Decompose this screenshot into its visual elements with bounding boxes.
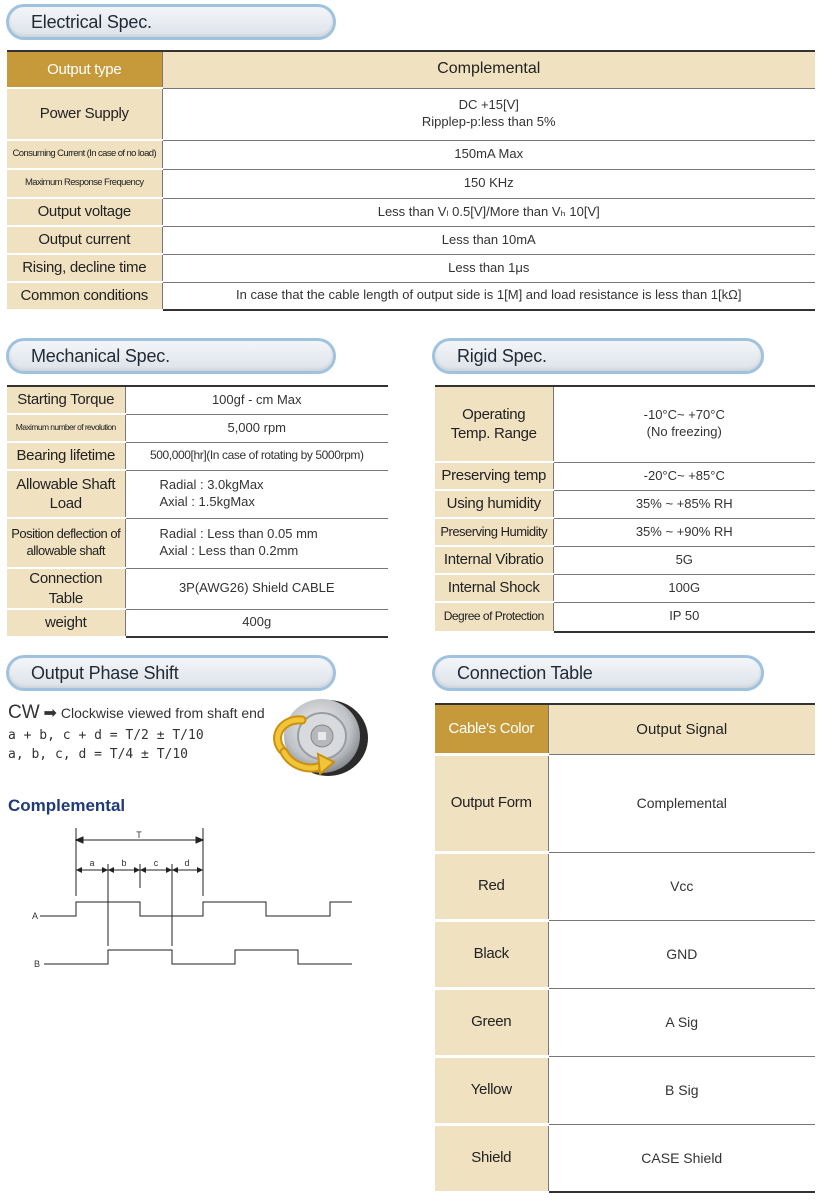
preserving-temp-value: -20°C~ +85°C bbox=[553, 462, 815, 490]
table-row bbox=[7, 568, 388, 609]
table-row bbox=[435, 920, 815, 988]
output-signal-header: Output Signal bbox=[548, 704, 815, 754]
shaft-load-axial: Axial : 1.5kgMax bbox=[159, 494, 255, 509]
internal-shock-label: Internal Shock bbox=[435, 574, 553, 602]
table-row bbox=[435, 546, 815, 574]
connection-table bbox=[435, 703, 815, 1194]
position-deflection-value bbox=[125, 518, 388, 568]
table-row bbox=[435, 704, 815, 754]
table-row bbox=[7, 518, 388, 568]
consuming-current-value: 150mA Max bbox=[162, 140, 815, 169]
table-row bbox=[435, 852, 815, 920]
phase-b-label: b bbox=[121, 858, 127, 868]
table-row bbox=[7, 386, 388, 414]
operating-temp-label-line2: Temp. Range bbox=[450, 425, 537, 442]
output-phase-shift-title: Output Phase Shift bbox=[6, 655, 336, 691]
common-conditions-label: Common conditions bbox=[7, 282, 162, 310]
phase-c-label: c bbox=[153, 858, 159, 868]
table-row bbox=[435, 490, 815, 518]
bearing-lifetime-label: Bearing lifetime bbox=[7, 442, 125, 470]
output-form-value: Complemental bbox=[548, 754, 815, 852]
table-row bbox=[435, 988, 815, 1056]
green-wire-label: Green bbox=[435, 988, 548, 1056]
using-humidity-value: 35% ~ +85% RH bbox=[553, 490, 815, 518]
table-row bbox=[7, 282, 815, 310]
table-row bbox=[435, 754, 815, 852]
table-row bbox=[7, 414, 388, 442]
internal-vibration-label: Internal Vibratio bbox=[435, 546, 553, 574]
table-row bbox=[7, 609, 388, 637]
max-revolution-label: Maximum number of revolution bbox=[7, 414, 125, 442]
rigid-spec-title: Rigid Spec. bbox=[432, 338, 764, 374]
timing-diagram bbox=[28, 826, 358, 976]
output-type-label: Output type bbox=[7, 51, 162, 88]
table-row bbox=[7, 88, 815, 140]
table-row bbox=[7, 51, 815, 88]
operating-temp-label bbox=[435, 386, 553, 462]
connection-table-value: 3P(AWG26) Shield CABLE bbox=[125, 568, 388, 609]
table-row bbox=[435, 1056, 815, 1124]
output-current-label: Output current bbox=[7, 226, 162, 254]
weight-label: weight bbox=[7, 609, 125, 637]
using-humidity-label: Using humidity bbox=[435, 490, 553, 518]
rising-decline-time-value: Less than 1μs bbox=[162, 254, 815, 282]
max-response-frequency-value: 150 KHz bbox=[162, 169, 815, 198]
weight-value: 400g bbox=[125, 609, 388, 637]
preserving-humidity-value: 35% ~ +90% RH bbox=[553, 518, 815, 546]
signal-b-label: B bbox=[34, 959, 41, 969]
output-form-label: Output Form bbox=[435, 754, 548, 852]
consuming-current-label: Consuming Current (In case of no load) bbox=[7, 140, 162, 169]
cable-color-header: Cable's Color bbox=[435, 704, 548, 754]
table-row bbox=[7, 226, 815, 254]
power-supply-value bbox=[162, 88, 815, 140]
shield-wire-label: Shield bbox=[435, 1124, 548, 1192]
electrical-spec-table bbox=[7, 50, 815, 311]
black-wire-label: Black bbox=[435, 920, 548, 988]
phase-formula-1: a + b, c + d = T/2 ± T/10 bbox=[8, 728, 204, 743]
common-conditions-value: In case that the cable length of output side is 1[M] and load resistance is less than 1[kΩ] bbox=[162, 282, 815, 310]
phase-a-label: a bbox=[89, 858, 95, 868]
connection-table-label: Connection Table bbox=[7, 568, 125, 609]
power-supply-value-line1: DC +15[V] bbox=[458, 97, 519, 113]
position-deflection-label: Position deflection of allowable shaft bbox=[7, 518, 125, 568]
degree-protection-value: IP 50 bbox=[553, 602, 815, 632]
encoder-image bbox=[262, 690, 374, 790]
table-row bbox=[7, 470, 388, 518]
degree-protection-label: Degree of Protection bbox=[435, 602, 553, 632]
power-supply-label: Power Supply bbox=[7, 88, 162, 140]
table-row bbox=[435, 574, 815, 602]
output-voltage-label: Output voltage bbox=[7, 198, 162, 226]
power-supply-value-line2: Ripplep-p:less than 5% bbox=[421, 114, 556, 129]
internal-shock-value: 100G bbox=[553, 574, 815, 602]
operating-temp-label-line1: Operating bbox=[462, 405, 526, 423]
electrical-spec-title: Electrical Spec. bbox=[6, 4, 336, 40]
phase-shift-description bbox=[8, 702, 265, 762]
table-row bbox=[435, 602, 815, 632]
bearing-lifetime-value: 500,000[hr](In case of rotating by 5000rpm) bbox=[125, 442, 388, 470]
table-row bbox=[7, 169, 815, 198]
operating-temp-note: (No freezing) bbox=[646, 424, 722, 440]
cw-label: CW bbox=[8, 702, 40, 723]
green-wire-value: A Sig bbox=[548, 988, 815, 1056]
preserving-humidity-label: Preserving Humidity bbox=[435, 518, 553, 546]
starting-torque-label: Starting Torque bbox=[7, 386, 125, 414]
signal-a-label: A bbox=[32, 911, 39, 921]
preserving-temp-label: Preserving temp bbox=[435, 462, 553, 490]
rigid-spec-table bbox=[435, 385, 815, 633]
operating-temp-value bbox=[553, 386, 815, 462]
table-row bbox=[435, 518, 815, 546]
shield-wire-value: CASE Shield bbox=[548, 1124, 815, 1192]
table-row bbox=[7, 198, 815, 226]
allowable-shaft-load-label: Allowable Shaft Load bbox=[7, 470, 125, 518]
shaft-load-radial: Radial : 3.0kgMax bbox=[159, 477, 264, 493]
mechanical-spec-table bbox=[7, 385, 388, 638]
output-voltage-value: Less than Vₗ 0.5[V]/More than Vₕ 10[V] bbox=[162, 198, 815, 226]
phase-d-label: d bbox=[184, 858, 190, 868]
deflection-radial: Radial : Less than 0.05 mm bbox=[159, 526, 318, 542]
red-wire-value: Vcc bbox=[548, 852, 815, 920]
max-response-frequency-label: Maximum Response Frequency bbox=[7, 169, 162, 198]
cw-description: Clockwise viewed from shaft end bbox=[60, 705, 265, 721]
yellow-wire-value: B Sig bbox=[548, 1056, 815, 1124]
internal-vibration-value: 5G bbox=[553, 546, 815, 574]
table-row bbox=[7, 442, 388, 470]
table-row bbox=[435, 386, 815, 462]
output-type-value: Complemental bbox=[162, 51, 815, 88]
output-current-value: Less than 10mA bbox=[162, 226, 815, 254]
deflection-axial: Axial : Less than 0.2mm bbox=[159, 543, 299, 558]
period-t-label: T bbox=[136, 830, 142, 840]
starting-torque-value: 100gf - cm Max bbox=[125, 386, 388, 414]
red-wire-label: Red bbox=[435, 852, 548, 920]
arrow-right-icon: ➡ bbox=[43, 705, 57, 722]
allowable-shaft-load-value bbox=[125, 470, 388, 518]
yellow-wire-label: Yellow bbox=[435, 1056, 548, 1124]
table-row bbox=[7, 254, 815, 282]
table-row bbox=[7, 140, 815, 169]
complemental-subtitle: Complemental bbox=[8, 796, 126, 815]
table-row bbox=[435, 462, 815, 490]
black-wire-value: GND bbox=[548, 920, 815, 988]
operating-temp-range: -10°C~ +70°C bbox=[643, 407, 725, 423]
rising-decline-time-label: Rising, decline time bbox=[7, 254, 162, 282]
phase-formula-2: a, b, c, d = T/4 ± T/10 bbox=[8, 747, 189, 762]
table-row bbox=[435, 1124, 815, 1192]
connection-table-title: Connection Table bbox=[432, 655, 764, 691]
mechanical-spec-title: Mechanical Spec. bbox=[6, 338, 336, 374]
max-revolution-value: 5,000 rpm bbox=[125, 414, 388, 442]
